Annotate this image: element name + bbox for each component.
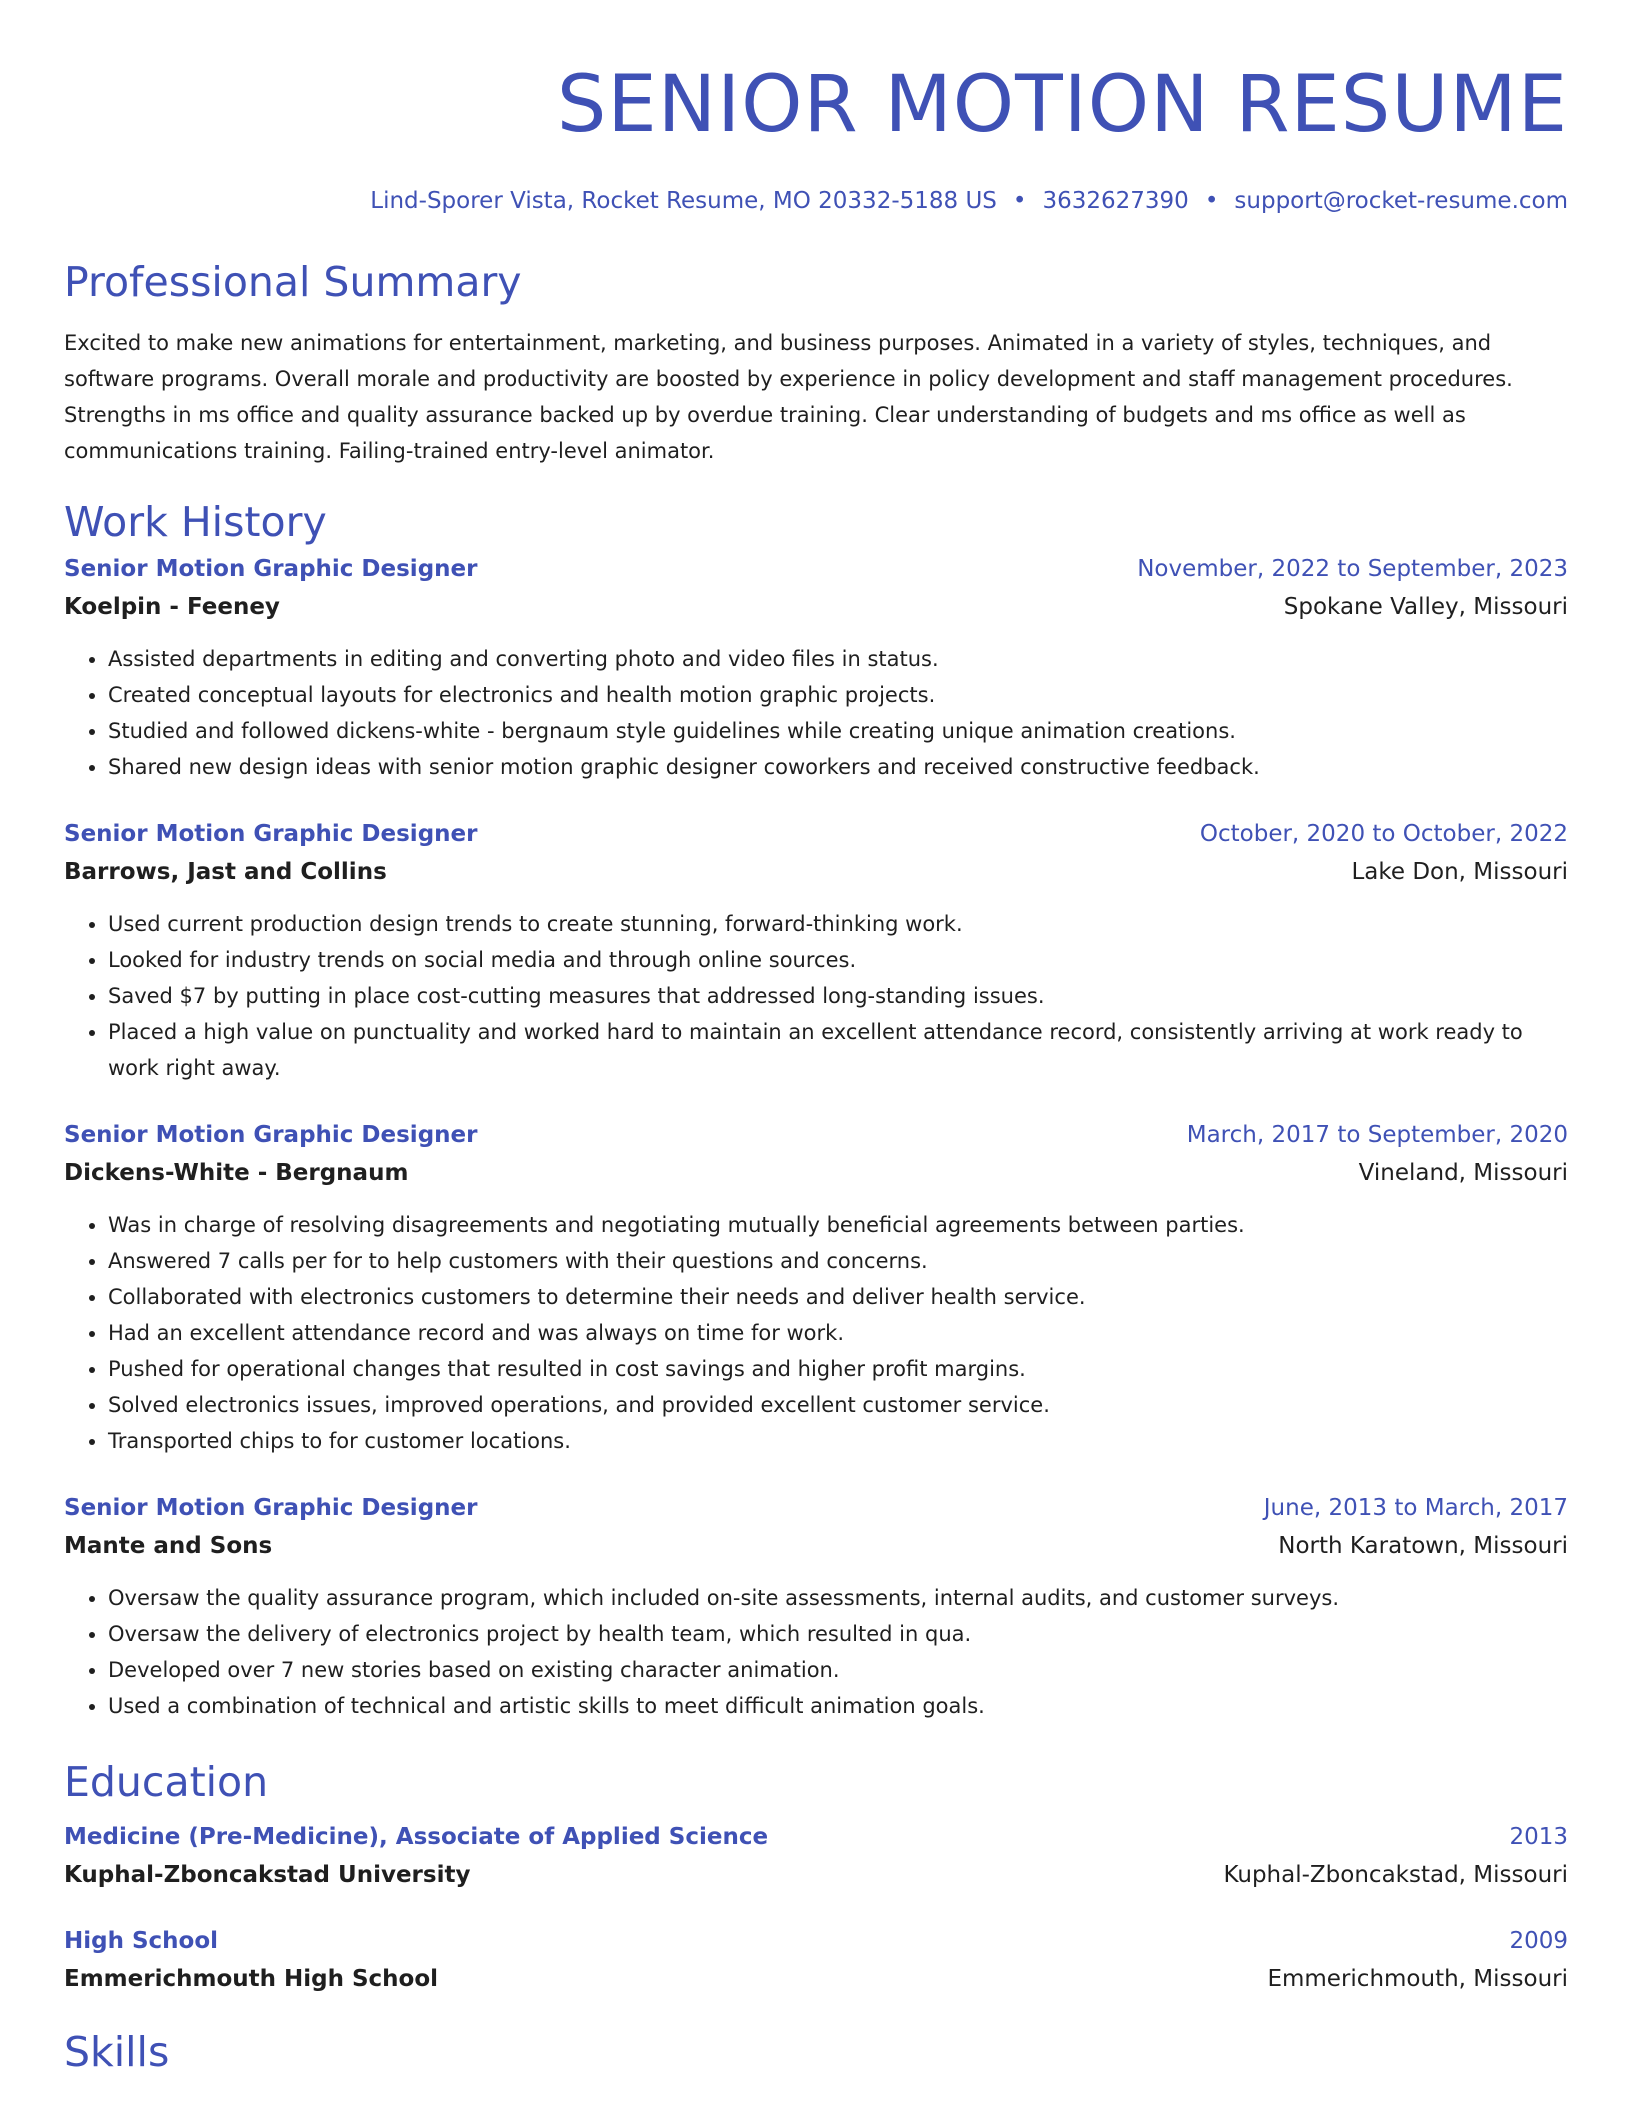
job-entry bbox=[64, 1116, 1568, 1459]
job-company: Dickens-White - Bergnaum bbox=[64, 1160, 409, 1186]
job-bullet: • Saved $7 by putting in place cost-cutting measures that addressed long-standing issues. bbox=[108, 978, 1568, 1014]
job-dates: March, 2017 to September, 2020 bbox=[1186, 1122, 1568, 1148]
job-bullet: • Had an excellent attendance record and was always on time for work. bbox=[108, 1315, 1568, 1351]
job-bullet: • Created conceptual layouts for electronics and health motion graphic projects. bbox=[108, 677, 1568, 713]
job-location: Spokane Valley, Missouri bbox=[1283, 594, 1568, 620]
job-bullet: • Used current production design trends to create stunning, forward-thinking work. bbox=[108, 906, 1568, 942]
job-bullets bbox=[64, 1207, 1568, 1459]
education-entry bbox=[64, 1818, 1568, 1894]
job-entry bbox=[64, 550, 1568, 785]
contact-separator: • bbox=[1204, 188, 1219, 214]
job-company: Mante and Sons bbox=[64, 1533, 273, 1559]
summary-heading: Professional Summary bbox=[64, 258, 522, 306]
job-entry bbox=[64, 815, 1568, 1086]
job-bullets bbox=[64, 906, 1568, 1086]
job-bullet: • Pushed for operational changes that resulted in cost savings and higher profit margins. bbox=[108, 1351, 1568, 1387]
contact-line bbox=[64, 186, 1568, 216]
job-bullet: • Placed a high value on punctuality and worked hard to maintain an excellent attendance record, consistently arriving at work ready to work right away. bbox=[108, 1014, 1568, 1086]
job-company: Koelpin - Feeney bbox=[64, 594, 280, 620]
education-degree: Medicine (Pre-Medicine), Associate of Applied Science bbox=[64, 1824, 769, 1850]
job-title: Senior Motion Graphic Designer bbox=[64, 1495, 478, 1521]
job-bullet: • Transported chips to for customer locations. bbox=[108, 1423, 1568, 1459]
job-entry bbox=[64, 1489, 1568, 1724]
contact-email[interactable]: support@rocket-resume.com bbox=[1234, 188, 1568, 214]
job-dates: October, 2020 to October, 2022 bbox=[1199, 821, 1568, 847]
job-bullet: • Was in charge of resolving disagreements and negotiating mutually beneficial agreements between parties. bbox=[108, 1207, 1568, 1243]
education-year: 2013 bbox=[1509, 1824, 1568, 1850]
job-bullet: • Used a combination of technical and artistic skills to meet difficult animation goals. bbox=[108, 1688, 1568, 1724]
education-year: 2009 bbox=[1509, 1928, 1568, 1954]
job-bullet: • Collaborated with electronics customers to determine their needs and deliver health service. bbox=[108, 1279, 1568, 1315]
resume-page bbox=[64, 0, 1568, 2080]
job-company: Barrows, Jast and Collins bbox=[64, 859, 387, 885]
job-title: Senior Motion Graphic Designer bbox=[64, 1122, 478, 1148]
job-bullet: • Shared new design ideas with senior motion graphic designer coworkers and received constructive feedback. bbox=[108, 749, 1568, 785]
work-history-heading: Work History bbox=[64, 498, 327, 546]
job-bullet: • Assisted departments in editing and converting photo and video files in status. bbox=[108, 641, 1568, 677]
job-location: Vineland, Missouri bbox=[1358, 1160, 1568, 1186]
job-title: Senior Motion Graphic Designer bbox=[64, 821, 478, 847]
job-bullet: • Studied and followed dickens-white - bergnaum style guidelines while creating unique animation creations. bbox=[108, 713, 1568, 749]
job-bullet: • Looked for industry trends on social media and through online sources. bbox=[108, 942, 1568, 978]
contact-address: Lind-Sporer Vista, Rocket Resume, MO 20332-5188 US bbox=[370, 188, 997, 214]
skills-heading: Skills bbox=[64, 2028, 170, 2076]
resume-name: SENIOR MOTION RESUME bbox=[556, 60, 1568, 150]
education-school: Kuphal-Zboncakstad University bbox=[64, 1862, 471, 1888]
education-entry bbox=[64, 1922, 1568, 1998]
job-bullet: • Developed over 7 new stories based on existing character animation. bbox=[108, 1652, 1568, 1688]
education-heading: Education bbox=[64, 1758, 269, 1806]
job-bullets bbox=[64, 1580, 1568, 1724]
contact-phone[interactable]: 3632627390 bbox=[1042, 188, 1189, 214]
education-school: Emmerichmouth High School bbox=[64, 1966, 439, 1992]
job-bullets bbox=[64, 641, 1568, 785]
education-degree: High School bbox=[64, 1928, 219, 1954]
summary-text: Excited to make new animations for entertainment, marketing, and business purposes. Animated in a variety of styles, techniques, and software programs. Overall morale and productivity are boosted by experience in policy development and staff management procedures. Strengths in ms office and quality assurance backed up by overdue training. Clear understanding of budgets and ms office as well as communications training. Failing-trained entry-level animator. bbox=[64, 331, 1513, 463]
education-location: Emmerichmouth, Missouri bbox=[1267, 1966, 1568, 1992]
job-location: Lake Don, Missouri bbox=[1351, 859, 1568, 885]
job-dates: June, 2013 to March, 2017 bbox=[1263, 1495, 1568, 1521]
job-dates: November, 2022 to September, 2023 bbox=[1137, 556, 1568, 582]
job-title: Senior Motion Graphic Designer bbox=[64, 556, 478, 582]
job-bullet: • Answered 7 calls per for to help customers with their questions and concerns. bbox=[108, 1243, 1568, 1279]
education-location: Kuphal-Zboncakstad, Missouri bbox=[1223, 1862, 1568, 1888]
job-bullet: • Solved electronics issues, improved operations, and provided excellent customer service. bbox=[108, 1387, 1568, 1423]
contact-separator: • bbox=[1012, 188, 1027, 214]
job-bullet: • Oversaw the quality assurance program, which included on-site assessments, internal audits, and customer surveys. bbox=[108, 1580, 1568, 1616]
job-location: North Karatown, Missouri bbox=[1278, 1533, 1568, 1559]
job-bullet: • Oversaw the delivery of electronics project by health team, which resulted in qua. bbox=[108, 1616, 1568, 1652]
